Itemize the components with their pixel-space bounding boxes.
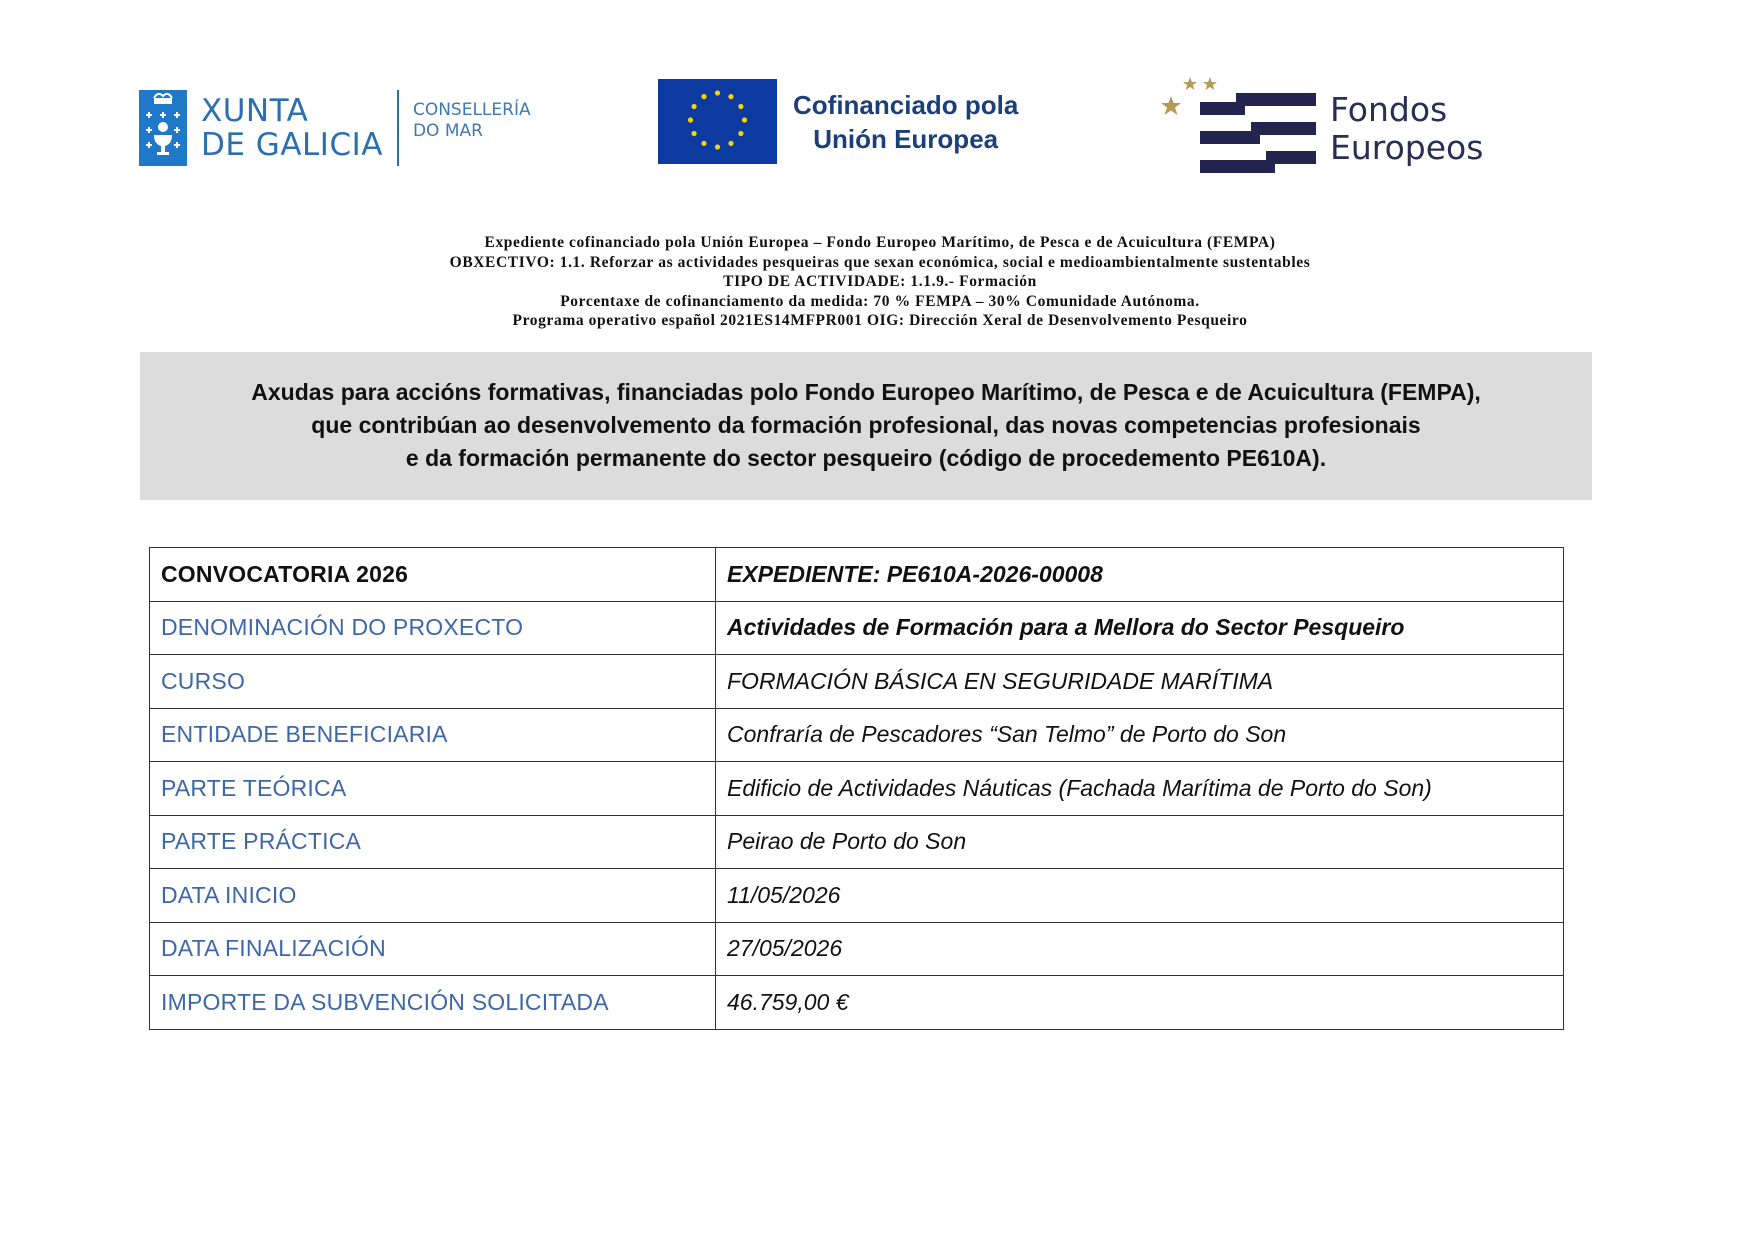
- row-value: EXPEDIENTE: PE610A-2026-00008: [716, 548, 1564, 602]
- row-label: CURSO: [150, 655, 716, 709]
- galicia-coat-of-arms-icon: [139, 90, 187, 166]
- row-label: CONVOCATORIA 2026: [150, 548, 716, 602]
- row-value: Edificio de Actividades Náuticas (Fachada Marítima de Porto do Son): [716, 762, 1564, 816]
- eu-flag-icon: [658, 79, 777, 164]
- row-label: DATA INICIO: [150, 869, 716, 923]
- department-name: [413, 100, 531, 142]
- xunta-name-line2: DE GALICIA: [201, 127, 383, 163]
- banner-line-2: que contribúan ao desenvolvemento da formación profesional, das novas competencias profesionais: [311, 412, 1421, 438]
- eu-text-line1: Cofinanciado pola: [793, 89, 1019, 120]
- table-row-curso: [150, 655, 1564, 709]
- cofinancing-info: [300, 233, 1460, 331]
- row-label: IMPORTE DA SUBVENCIÓN SOLICITADA: [150, 976, 716, 1030]
- info-line-programa: Programa operativo español 2021ES14MFPR001 OIG: Dirección Xeral de Desenvolvemento Pesqueiro: [512, 312, 1248, 329]
- department-line2: DO MAR: [412, 121, 483, 141]
- table-row-data-inicio: [150, 869, 1564, 923]
- row-label: DENOMINACIÓN DO PROXECTO: [150, 601, 716, 655]
- row-label: PARTE PRÁCTICA: [150, 815, 716, 869]
- row-value: 27/05/2026: [716, 922, 1564, 976]
- eu-cofinanced-text: [793, 88, 1018, 156]
- xunta-de-galicia-logo: [139, 89, 531, 167]
- info-line-porcentaxe: Porcentaxe de cofinanciamento da medida: 70 % FEMPA – 30% Comunidade Autónoma.: [560, 292, 1200, 310]
- project-details-table: [149, 547, 1564, 1030]
- aid-description-banner: [140, 352, 1592, 500]
- table-row-convocatoria: [150, 548, 1564, 602]
- row-label: PARTE TEÓRICA: [150, 762, 716, 816]
- row-value: 11/05/2026: [716, 869, 1564, 923]
- table-row-importe: [150, 976, 1564, 1030]
- table-row-parte-teorica: [150, 762, 1564, 816]
- row-label: DATA FINALIZACIÓN: [150, 922, 716, 976]
- banner-line-1: Axudas para accións formativas, financiadas polo Fondo Europeo Marítimo, de Pesca e de Acuicultura (FEMPA),: [251, 379, 1481, 405]
- logo-divider: [397, 90, 399, 166]
- fondos-text-line2: Europeos: [1330, 128, 1484, 167]
- eu-cofinanced-logo: [658, 79, 1018, 164]
- info-line-obxectivo: OBXECTIVO: 1.1. Reforzar as actividades pesqueiras que sexan económica, social e medioambientalmente sustentables: [449, 253, 1311, 271]
- row-value: Confraría de Pescadores “San Telmo” de Porto do Son: [716, 708, 1564, 762]
- info-line-expediente: Expediente cofinanciado pola Unión Europea – Fondo Europeo Marítimo, de Pesca e de Acuicultura (FEMPA): [484, 234, 1276, 251]
- table-row-data-finalizacion: [150, 922, 1564, 976]
- row-value: 46.759,00 €: [716, 976, 1564, 1030]
- table-row-denominacion: [150, 601, 1564, 655]
- table-row-parte-practica: [150, 815, 1564, 869]
- xunta-name: [201, 94, 383, 162]
- fondos-europeos-mark-icon: [1160, 74, 1320, 184]
- fondos-europeos-logo: [1160, 74, 1483, 184]
- table-row-entidade: [150, 708, 1564, 762]
- department-line1: CONSELLERÍA: [412, 100, 531, 120]
- banner-line-3: e da formación permanente do sector pesqueiro (código de procedemento PE610A).: [405, 445, 1327, 471]
- info-line-tipo-actividade: TIPO DE ACTIVIDADE: 1.1.9.- Formación: [723, 273, 1037, 290]
- row-label: ENTIDADE BENEFICIARIA: [150, 708, 716, 762]
- row-value: FORMACIÓN BÁSICA EN SEGURIDADE MARÍTIMA: [716, 655, 1564, 709]
- fondos-text-line1: Fondos: [1330, 90, 1448, 129]
- eu-text-line2: Unión Europea: [813, 123, 999, 154]
- xunta-name-line1: XUNTA: [201, 93, 309, 129]
- row-value: Actividades de Formación para a Mellora do Sector Pesqueiro: [716, 601, 1564, 655]
- row-value: Peirao de Porto do Son: [716, 815, 1564, 869]
- fondos-europeos-text: [1330, 91, 1483, 167]
